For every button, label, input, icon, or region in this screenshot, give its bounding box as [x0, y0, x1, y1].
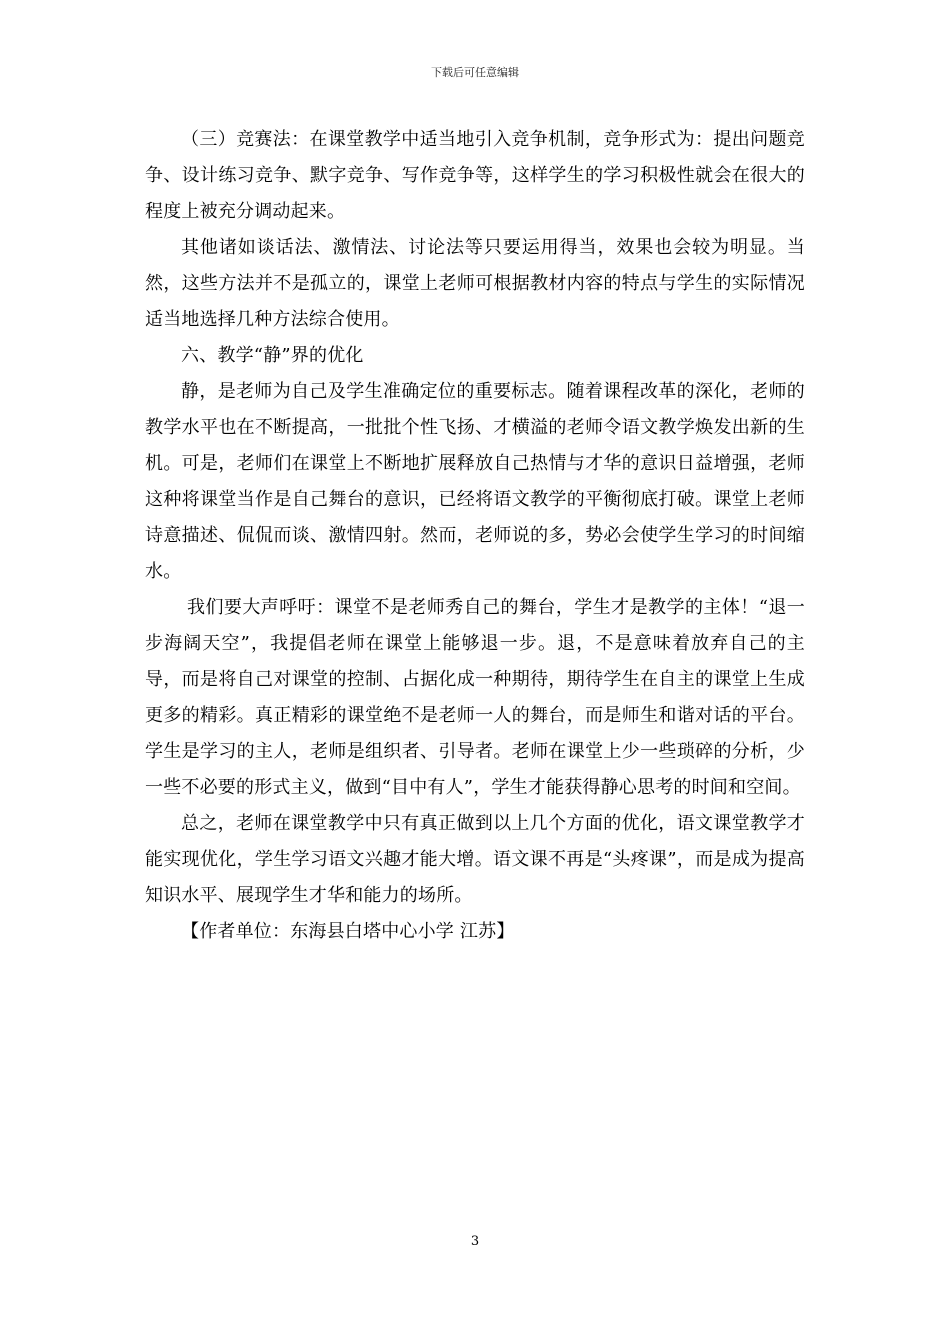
section-heading-quiet: 六、教学“静”界的优化 — [181, 345, 364, 366]
paragraph-conclusion: 总之，老师在课堂教学中只有真正做到以上几个方面的优化，语文课堂教学才能实现优化，学生学习语文兴趣才能大增。语文课不再是“头疼课”，而是成为提高知识水平、展现学生才华和能力的场所。 — [145, 813, 805, 906]
paragraph-competition-method: （三）竞赛法：在课堂教学中适当地引入竞争机制，竞争形式为：提出问题竞争、设计练习竞争、默字竞争、写作竞争等，这样学生的学习积极性就会在很大的程度上被充分调动起来。 — [145, 129, 805, 222]
document-body — [145, 122, 805, 950]
paragraph-other-methods: 其他诸如谈话法、激情法、讨论法等只要运用得当，效果也会较为明显。当然，这些方法并不是孤立的，课堂上老师可根据教材内容的特点与学生的实际情况适当地选择几种方法综合使用。 — [145, 237, 805, 330]
page-number: 3 — [470, 1234, 480, 1249]
author-affiliation: 【作者单位：东海县白塔中心小学 江苏】 — [181, 921, 515, 942]
paragraph-appeal: 我们要大声呼吁：课堂不是老师秀自己的舞台，学生才是教学的主体！“退一步海阔天空”，我提倡老师在课堂上能够退一步。退，不是意味着放弃自己的主导，而是将自己对课堂的控制、占据化成一种期待，期待学生在自主的课堂上生成更多的精彩。真正精彩的课堂绝不是老师一人的舞台，而是师生和谐对话的平台。学生是学习的主人，老师是组织者、引导者。老师在课堂上少一些琐碎的分析，少一些不必要的形式主义，做到“目中有人”，学生才能获得静心思考的时间和空间。 — [145, 597, 805, 798]
paragraph-quiet-definition: 静，是老师为自己及学生准确定位的重要标志。随着课程改革的深化，老师的教学水平也在不断提高，一批批个性飞扬、才横溢的老师令语文教学焕发出新的生机。可是，老师们在课堂上不断地扩展释放自己热情与才华的意识日益增强，老师这种将课堂当作是自己舞台的意识，已经将语文教学的平衡彻底打破。课堂上老师诗意描述、侃侃而谈、激情四射。然而，老师说的多，势必会使学生学习的时间缩水。 — [145, 381, 805, 582]
page-header: 下载后可任意编辑 — [431, 66, 519, 79]
